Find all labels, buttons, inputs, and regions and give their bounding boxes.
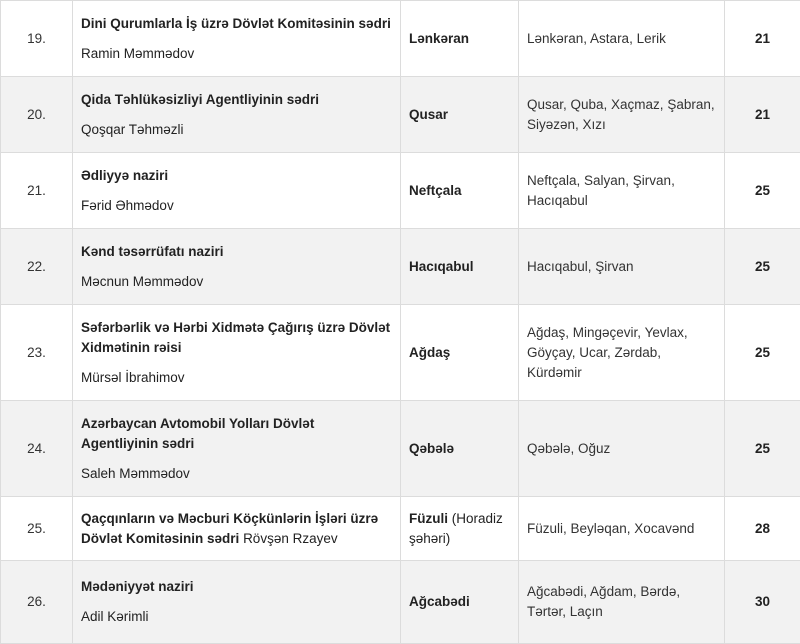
district-name: Hacıqabul <box>409 259 474 274</box>
district-cell <box>401 561 519 644</box>
position-title-text: Qaçqınların və Məcburi Köçkünlərin İşləri üzrə Dövlət Komitəsinin sədri <box>81 511 378 546</box>
table-row <box>1 229 800 305</box>
district-cell <box>401 305 519 401</box>
position-title <box>81 509 392 549</box>
district-name: Ağdaş <box>409 345 450 360</box>
regions-cell: Qusar, Quba, Xaçmaz, Şabran, Siyəzən, Xızı <box>519 77 725 153</box>
table-row <box>1 401 800 497</box>
person-name: Ramin Məmmədov <box>81 44 392 64</box>
district-cell <box>401 77 519 153</box>
position-title: Səfərbərlik və Hərbi Xidmətə Çağırış üzrə Dövlət Xidmətinin rəisi <box>81 318 392 358</box>
district-cell <box>401 1 519 77</box>
count-cell: 21 <box>725 77 800 153</box>
count-cell: 25 <box>725 153 800 229</box>
district-name: Neftçala <box>409 183 462 198</box>
regions-cell: Füzuli, Beyləqan, Xocavənd <box>519 497 725 561</box>
position-cell <box>73 229 401 305</box>
district-name: Qəbələ <box>409 441 454 456</box>
person-name: Mürsəl İbrahimov <box>81 368 392 388</box>
position-title: Mədəniyyət naziri <box>81 577 392 597</box>
table-row <box>1 561 800 644</box>
row-number: 20. <box>1 77 73 153</box>
position-title: Qida Təhlükəsizliyi Agentliyinin sədri <box>81 90 392 110</box>
row-number: 19. <box>1 1 73 77</box>
position-title: Azərbaycan Avtomobil Yolları Dövlət Agentliyinin sədri <box>81 414 392 454</box>
district-note: (Horadiz şəhəri) <box>409 511 503 546</box>
position-cell <box>73 77 401 153</box>
row-number: 24. <box>1 401 73 497</box>
position-title: Ədliyyə naziri <box>81 166 392 186</box>
count-cell: 28 <box>725 497 800 561</box>
row-number: 26. <box>1 561 73 644</box>
person-name: Adil Kərimli <box>81 607 392 627</box>
regions-cell: Ağcabədi, Ağdam, Bərdə, Tərtər, Laçın <box>519 561 725 644</box>
table-row <box>1 497 800 561</box>
table-row <box>1 305 800 401</box>
position-cell <box>73 153 401 229</box>
district-cell <box>401 229 519 305</box>
row-number: 22. <box>1 229 73 305</box>
position-cell <box>73 561 401 644</box>
count-cell: 30 <box>725 561 800 644</box>
district-name: Lənkəran <box>409 31 469 46</box>
regions-cell: Hacıqabul, Şirvan <box>519 229 725 305</box>
table-row <box>1 1 800 77</box>
district-name: Ağcabədi <box>409 594 470 609</box>
person-name: Fərid Əhmədov <box>81 196 392 216</box>
count-cell: 25 <box>725 305 800 401</box>
person-name: Məcnun Məmmədov <box>81 272 392 292</box>
district-name: Füzuli <box>409 511 448 526</box>
position-cell <box>73 1 401 77</box>
row-number: 25. <box>1 497 73 561</box>
count-cell: 25 <box>725 401 800 497</box>
row-number: 21. <box>1 153 73 229</box>
person-name: Qoşqar Təhməzli <box>81 120 392 140</box>
person-name: Rövşən Rzayev <box>243 531 338 546</box>
regions-cell: Lənkəran, Astara, Lerik <box>519 1 725 77</box>
position-cell <box>73 305 401 401</box>
regions-cell: Qəbələ, Oğuz <box>519 401 725 497</box>
row-number: 23. <box>1 305 73 401</box>
regions-cell: Neftçala, Salyan, Şirvan, Hacıqabul <box>519 153 725 229</box>
regions-cell: Ağdaş, Mingəçevir, Yevlax, Göyçay, Ucar, Zərdab, Kürdəmir <box>519 305 725 401</box>
position-title: Dini Qurumlarla İş üzrə Dövlət Komitəsinin sədri <box>81 14 392 34</box>
district-cell <box>401 497 519 561</box>
table-row <box>1 153 800 229</box>
position-cell <box>73 497 401 561</box>
district-name: Qusar <box>409 107 448 122</box>
person-name: Saleh Məmmədov <box>81 464 392 484</box>
count-cell: 25 <box>725 229 800 305</box>
district-cell <box>401 153 519 229</box>
count-cell: 21 <box>725 1 800 77</box>
district-cell <box>401 401 519 497</box>
table-row <box>1 77 800 153</box>
position-title: Kənd təsərrüfatı naziri <box>81 242 392 262</box>
position-cell <box>73 401 401 497</box>
